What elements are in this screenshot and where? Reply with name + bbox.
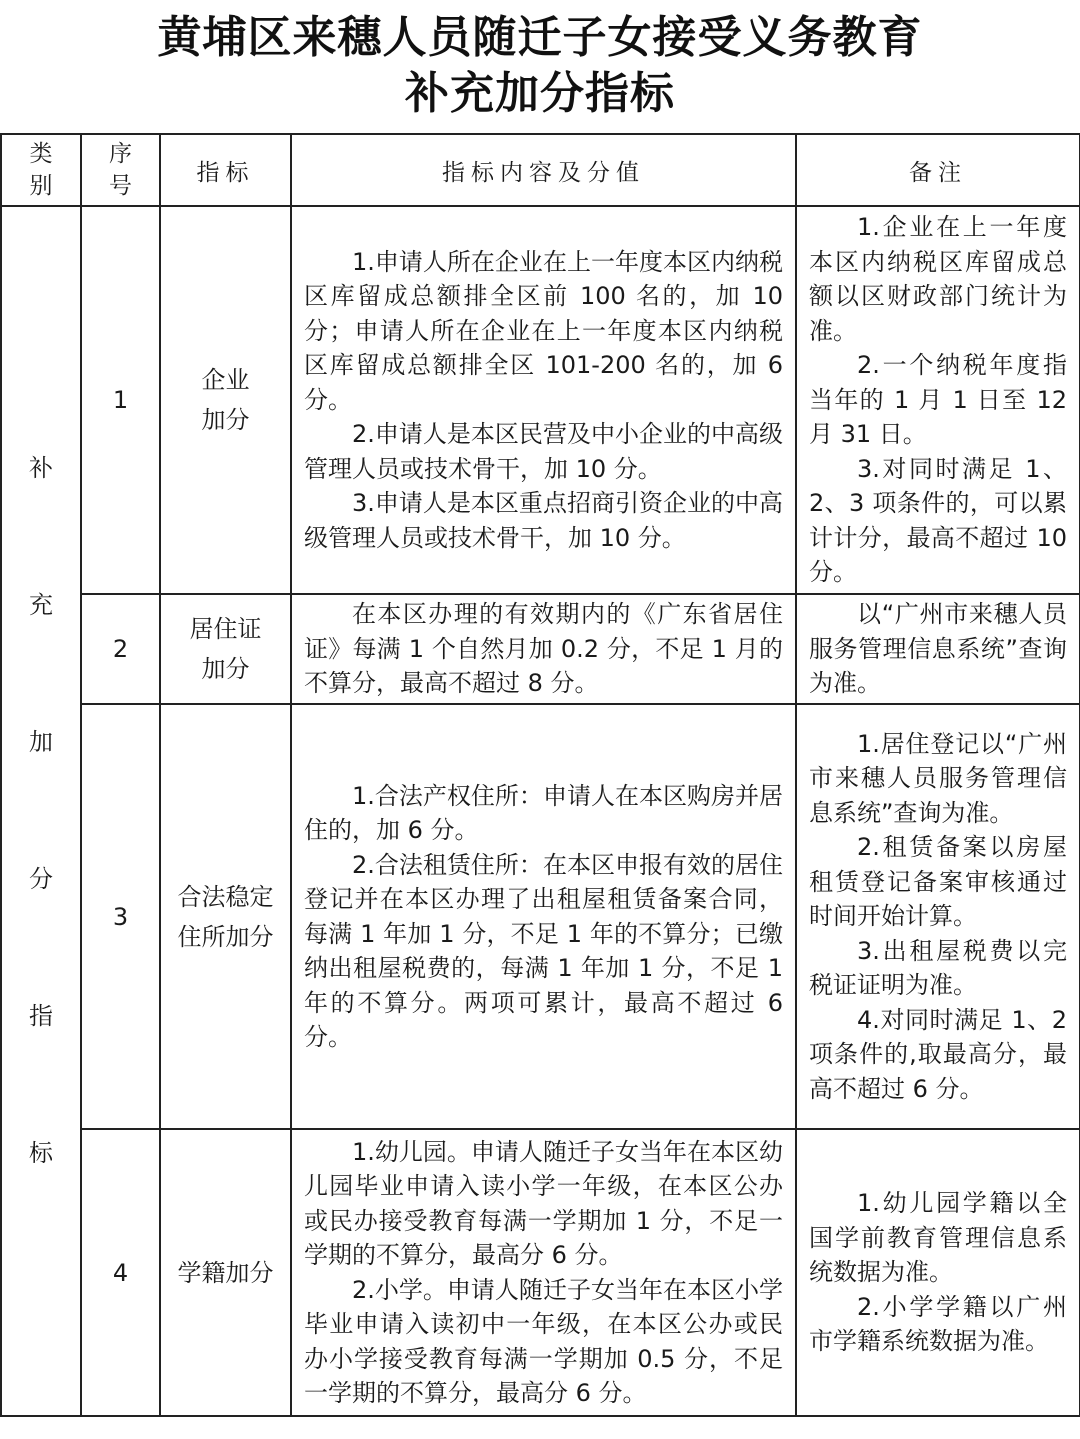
- indicator-table: [0, 133, 1080, 1417]
- indicator-name: [160, 704, 291, 1129]
- indicator-name: [160, 594, 291, 704]
- header-seq: [81, 134, 160, 206]
- note-paragraph: 2.一个纳税年度指当年的 1 月 1 日至 12 月 31 日。: [809, 351, 1067, 449]
- document-subtitle: 补充加分指标: [405, 68, 675, 119]
- row-number: 1: [81, 206, 160, 594]
- content-paragraph: 3.申请人是本区重点招商引资企业的中高级管理人员或技术骨干，加 10 分。: [304, 489, 783, 552]
- title-block: [0, 0, 1080, 132]
- header-note: 备注: [796, 134, 1080, 206]
- row-number: 3: [81, 704, 160, 1129]
- category-char: 标: [29, 1139, 53, 1167]
- table-row: [1, 594, 1080, 704]
- indicator-name: [160, 1129, 291, 1416]
- note-paragraph: 2.小学学籍以广州市学籍系统数据为准。: [809, 1292, 1067, 1356]
- header-category: [1, 134, 81, 206]
- header-indicator: 指标: [160, 134, 291, 206]
- content-cell: [291, 206, 796, 594]
- category-char: 指: [29, 1002, 53, 1030]
- note-paragraph: 1.居住登记以“广州市来穗人员服务管理信息系统”查询为准。: [809, 729, 1067, 827]
- row-number: 2: [81, 594, 160, 704]
- category-char: 加: [29, 728, 53, 756]
- content-paragraph: 2.合法租赁住所：在本区申报有效的居住登记并在本区办理了出租屋租赁备案合同，每满 1 年加 1 分，不足 1 年的不算分；已缴纳出租屋税费的，每满 1 年加 1 分，不足 1 年的不算分。两项可累计，最高不超过 6 分。: [304, 850, 783, 1051]
- row-number: 4: [81, 1129, 160, 1416]
- note-cell: [796, 704, 1080, 1129]
- category-cell: [1, 206, 81, 1416]
- content-paragraph: 2.小学。申请人随迁子女当年在本区小学毕业申请入读初中一年级，在本区公办或民办小学接受教育每满一学期加 0.5 分，不足一学期的不算分，最高分 6 分。: [304, 1275, 783, 1407]
- note-paragraph: 4.对同时满足 1、2 项条件的,取最高分，最高不超过 6 分。: [809, 1005, 1067, 1103]
- content-cell: [291, 594, 796, 704]
- content-cell: [291, 704, 796, 1129]
- note-paragraph: 3.出租屋税费以完税证证明为准。: [809, 936, 1067, 1000]
- header-seq-bottom: 号: [109, 173, 132, 199]
- content-paragraph: 1.幼儿园。申请人随迁子女当年在本区幼儿园毕业申请入读小学一年级，在本区公办或民办接受教育每满一学期加 1 分，不足一学期的不算分，最高分 6 分。: [304, 1137, 783, 1269]
- header-category-bottom: 别: [29, 173, 53, 199]
- table-row: [1, 704, 1080, 1129]
- indicator-name-line: 加分: [201, 406, 250, 434]
- note-cell: [796, 206, 1080, 594]
- content-paragraph: 1.合法产权住所：申请人在本区购房并居住的，加 6 分。: [304, 781, 783, 844]
- note-paragraph: 以“广州市来穗人员服务管理信息系统”查询为准。: [809, 600, 1067, 698]
- note-paragraph: 1.幼儿园学籍以全国学前教育管理信息系统数据为准。: [809, 1189, 1067, 1287]
- header-content: 指标内容及分值: [291, 134, 796, 206]
- indicator-name-line: 住所加分: [177, 922, 274, 951]
- content-cell: [291, 1129, 796, 1416]
- indicator-name-line: 合法稳定: [177, 882, 274, 911]
- indicator-name-line: 企业: [201, 366, 250, 394]
- note-paragraph: 3.对同时满足 1、2、3 项条件的，可以累计计分，最高不超过 10 分。: [809, 454, 1067, 587]
- indicator-name-line: 居住证: [189, 615, 262, 643]
- content-paragraph: 2.申请人是本区民营及中小企业的中高级管理人员或技术骨干，加 10 分。: [304, 420, 783, 483]
- note-cell: [796, 1129, 1080, 1416]
- table-row: [1, 206, 1080, 594]
- note-paragraph: 1.企业在上一年度本区内纳税区库留成总额以区财政部门统计为准。: [809, 213, 1067, 345]
- category-char: 补: [29, 454, 53, 482]
- header-category-top: 类: [29, 141, 53, 167]
- note-paragraph: 2.租赁备案以房屋租赁登记备案审核通过时间开始计算。: [809, 833, 1067, 931]
- category-char: 分: [29, 865, 53, 893]
- note-cell: [796, 594, 1080, 704]
- document-title: 黄埔区来穗人员随迁子女接受义务教育: [157, 12, 923, 63]
- indicator-name-line: 学籍加分: [177, 1258, 274, 1287]
- content-paragraph: 1.申请人所在企业在上一年度本区内纳税区库留成总额排全区前 100 名的，加 10 分；申请人所在企业在上一年度本区内纳税区库留成总额排全区 101-200 名的，加 6 分。: [304, 247, 783, 414]
- content-paragraph: 在本区办理的有效期内的《广东省居住证》每满 1 个自然月加 0.2 分，不足 1 月的不算分，最高不超过 8 分。: [304, 600, 783, 698]
- header-row: [1, 134, 1080, 206]
- indicator-name-line: 加分: [201, 655, 250, 683]
- category-char: 充: [29, 591, 53, 619]
- header-seq-top: 序: [109, 141, 132, 167]
- indicator-name: [160, 206, 291, 594]
- table-row: [1, 1129, 1080, 1416]
